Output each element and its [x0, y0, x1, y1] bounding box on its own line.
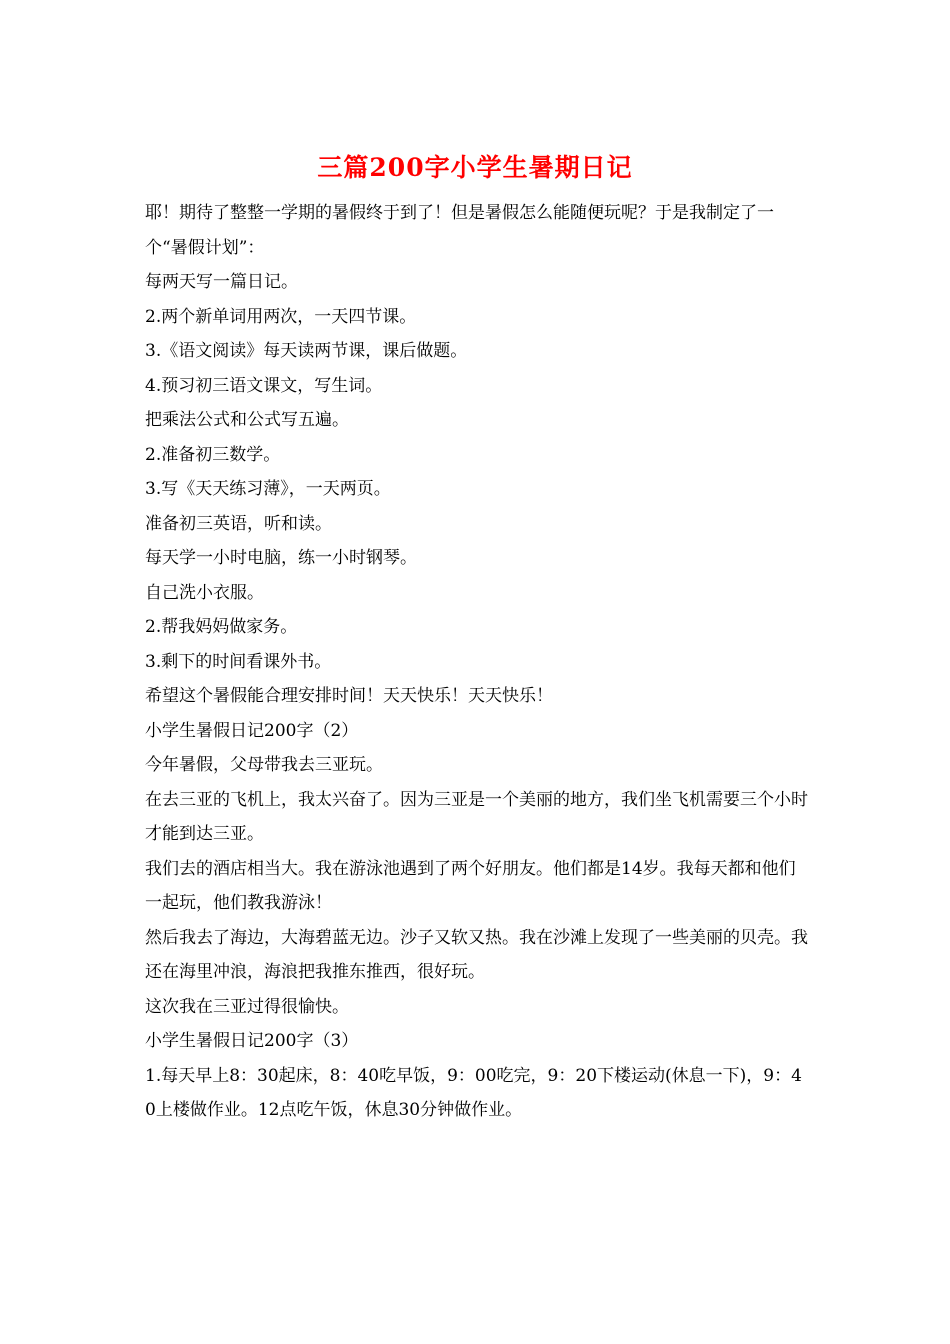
paragraph: 3.写《天天练习薄》，一天两页。 [145, 479, 391, 499]
paragraph: 自己洗小衣服。 [145, 582, 264, 603]
paragraph: 我们去的酒店相当大。我在游泳池遇到了两个好朋友。他们都是14岁。我每天都和他们一起玩，他们教我游泳！ [145, 858, 796, 913]
section-heading: 小学生暑假日记200字（2） [145, 720, 359, 741]
paragraph: 把乘法公式和公式写五遍。 [145, 410, 349, 430]
document-title: 三篇200字小学生暑期日记 [317, 153, 633, 182]
paragraph: 2.帮我妈妈做家务。 [145, 617, 298, 637]
paragraph: 今年暑假，父母带我去三亚玩。 [145, 755, 383, 775]
paragraph: 在去三亚的飞机上，我太兴奋了。因为三亚是一个美丽的地方，我们坐飞机需要三个小时才能到达三亚。 [145, 789, 808, 844]
paragraph: 每天学一小时电脑，练一小时钢琴。 [145, 548, 417, 568]
paragraph: 2.准备初三数学。 [145, 444, 281, 465]
document-body [145, 196, 810, 1128]
paragraph: 3.剩下的时间看课外书。 [145, 651, 332, 672]
section-heading: 小学生暑假日记200字（3） [145, 1031, 359, 1051]
paragraph: 耶！期待了整整一学期的暑假终于到了！但是暑假怎么能随便玩呢？于是我制定了一个“暑假计划”： [145, 203, 774, 258]
paragraph: 每两天写一篇日记。 [145, 272, 298, 292]
paragraph: 3.《语文阅读》每天读两节课，课后做题。 [145, 341, 468, 361]
paragraph: 准备初三英语，听和读。 [145, 513, 332, 534]
paragraph: 2.两个新单词用两次，一天四节课。 [145, 306, 417, 327]
paragraph: 这次我在三亚过得很愉快。 [145, 996, 349, 1017]
paragraph: 1.每天早上8：30起床，8：40吃早饭，9：00吃完，9：20下楼运动(休息一下)，9：40上楼做作业。12点吃午饭，休息30分钟做作业。 [145, 1065, 802, 1120]
paragraph: 希望这个暑假能合理安排时间！天天快乐！天天快乐！ [145, 686, 553, 706]
paragraph: 4.预习初三语文课文，写生词。 [145, 375, 383, 396]
paragraph: 然后我去了海边，大海碧蓝无边。沙子又软又热。我在沙滩上发现了一些美丽的贝壳。我还在海里冲浪，海浪把我推东推西，很好玩。 [145, 927, 808, 982]
